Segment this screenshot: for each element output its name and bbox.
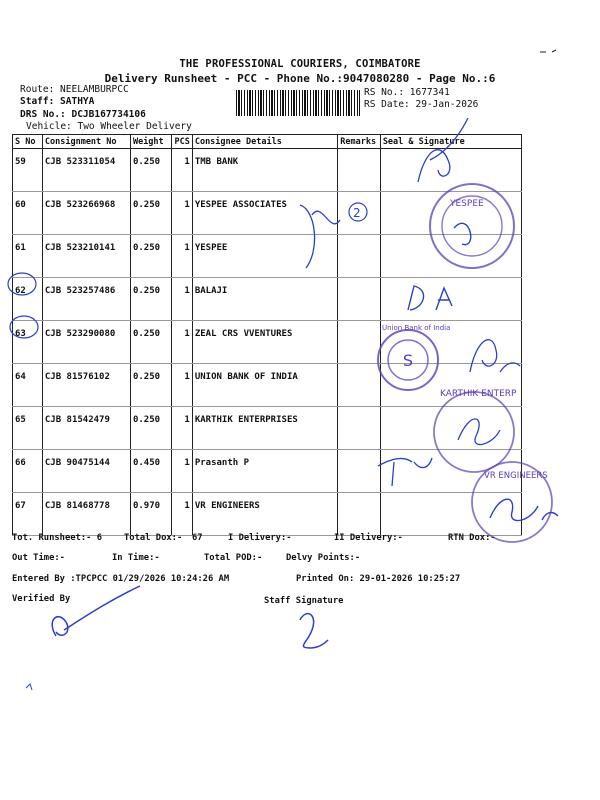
col-sno: S No <box>13 135 43 149</box>
rtn-dox: RTN Dox:- <box>448 533 496 543</box>
in-time: In Time:- <box>112 553 160 563</box>
cell-sno: 60 <box>13 192 43 235</box>
cell-sno: 61 <box>13 235 43 278</box>
total-pod: Total POD:- <box>204 553 263 563</box>
cell-consignment: CJB 523290080 <box>42 321 130 364</box>
cell-sno: 66 <box>13 450 43 493</box>
col-remarks: Remarks <box>338 135 381 149</box>
svg-text:S: S <box>402 351 414 370</box>
yespee-stamp-text: YESPEE <box>450 199 484 209</box>
delvy-points: Delvy Points:- <box>286 553 361 563</box>
cell-weight: 0.250 <box>130 364 172 407</box>
cell-weight: 0.250 <box>130 278 172 321</box>
cell-consignee: UNION BANK OF INDIA <box>192 364 337 407</box>
cell-pcs: 1 <box>172 192 192 235</box>
staff-signature-mark <box>300 614 328 648</box>
cell-sno: 67 <box>13 493 43 536</box>
signature-row62 <box>408 286 452 310</box>
signature-row59 <box>418 118 468 182</box>
i-delivery: I Delivery:- <box>228 533 292 543</box>
verified-by-signature <box>52 586 140 636</box>
out-time: Out Time:- <box>12 553 65 563</box>
cell-consignment: CJB 523257486 <box>42 278 130 321</box>
cell-weight: 0.250 <box>130 407 172 450</box>
ii-delivery: II Delivery:- <box>334 533 403 543</box>
cell-consignment: CJB 81468778 <box>42 493 130 536</box>
vehicle-label: Vehicle: Two Wheeler Delivery <box>26 121 192 132</box>
cell-consignment: CJB 523311054 <box>42 149 130 192</box>
staff-label: Staff: SATHYA <box>20 96 95 107</box>
cell-sno: 62 <box>13 278 43 321</box>
vr-engineers-stamp-text: VR ENGINEERS <box>484 471 548 481</box>
cell-consignee: ZEAL CRS VVENTURES <box>192 321 337 364</box>
company-title: THE PROFESSIONAL COURIERS, COIMBATORE <box>179 58 421 70</box>
svg-text:2: 2 <box>353 206 361 220</box>
cell-pcs: 1 <box>172 321 192 364</box>
cell-sno: 63 <box>13 321 43 364</box>
cell-weight: 0.970 <box>130 493 172 536</box>
karthik-stamp <box>434 392 514 472</box>
cell-weight: 0.250 <box>130 149 172 192</box>
verified-by: Verified By <box>12 594 71 604</box>
cell-sno: 64 <box>13 364 43 407</box>
signature-row63-64 <box>470 340 520 372</box>
cell-weight: 0.250 <box>130 235 172 278</box>
rs-number: RS No.: 1677341 <box>364 87 450 98</box>
karthik-stamp-text: KARTHIK ENTERP <box>440 389 517 399</box>
cell-pcs: 1 <box>172 450 192 493</box>
cell-consignee: YESPEE ASSOCIATES <box>192 192 337 235</box>
col-pcs: PCS <box>172 135 192 149</box>
cell-consignment: CJB 90475144 <box>42 450 130 493</box>
col-consignment: Consignment No <box>42 135 130 149</box>
col-consignee: Consignee Details <box>192 135 337 149</box>
staff-signature-label: Staff Signature <box>264 596 344 606</box>
cell-pcs: 1 <box>172 149 192 192</box>
circle-mark-62 <box>8 273 36 295</box>
cell-consignment: CJB 81542479 <box>42 407 130 450</box>
cell-weight: 0.250 <box>130 321 172 364</box>
union-bank-stamp-text: Union Bank of India <box>382 324 451 332</box>
cell-weight: 0.450 <box>130 450 172 493</box>
cell-consignee: VR ENGINEERS <box>192 493 337 536</box>
col-seal: Seal & Signature <box>380 135 521 149</box>
circle-mark-63 <box>10 316 38 338</box>
cell-consignment: CJB 523266968 <box>42 192 130 235</box>
drs-label: DRS No.: DCJB167734106 <box>20 109 146 120</box>
cell-consignee: YESPEE <box>192 235 337 278</box>
cell-sno: 59 <box>13 149 43 192</box>
cell-pcs: 1 <box>172 235 192 278</box>
cell-pcs: 1 <box>172 364 192 407</box>
cell-pcs: 1 <box>172 407 192 450</box>
cell-pcs: 1 <box>172 493 192 536</box>
cell-consignee: Prasanth P <box>192 450 337 493</box>
printed-on: Printed On: 29-01-2026 10:25:27 <box>296 574 461 584</box>
rs-date: RS Date: 29-Jan-2026 <box>364 99 479 110</box>
total-dox-value: 67 <box>192 533 203 543</box>
cell-consignment: CJB 523210141 <box>42 235 130 278</box>
cell-sno: 65 <box>13 407 43 450</box>
cell-pcs: 1 <box>172 278 192 321</box>
route-label: Route: NEELAMBURPCC <box>20 84 129 95</box>
cell-consignee: BALAJI <box>192 278 337 321</box>
cell-consignee: TMB BANK <box>192 149 337 192</box>
runsheet-title: Delivery Runsheet - PCC - Phone No.:9047080280 - Page No.:6 <box>104 72 496 85</box>
cell-consignee: KARTHIK ENTERPRISES <box>192 407 337 450</box>
signature-row66 <box>378 458 432 486</box>
cell-consignment: CJB 81576102 <box>42 364 130 407</box>
total-dox-label: Total Dox:- <box>124 533 183 543</box>
cell-weight: 0.250 <box>130 192 172 235</box>
col-weight: Weight <box>130 135 172 149</box>
entered-by: Entered By :TPCPCC 01/29/2026 10:24:26 AM <box>12 574 230 584</box>
tot-runsheet: Tot. Runsheet:- 6 <box>12 533 103 543</box>
signature-row60 <box>300 205 340 268</box>
